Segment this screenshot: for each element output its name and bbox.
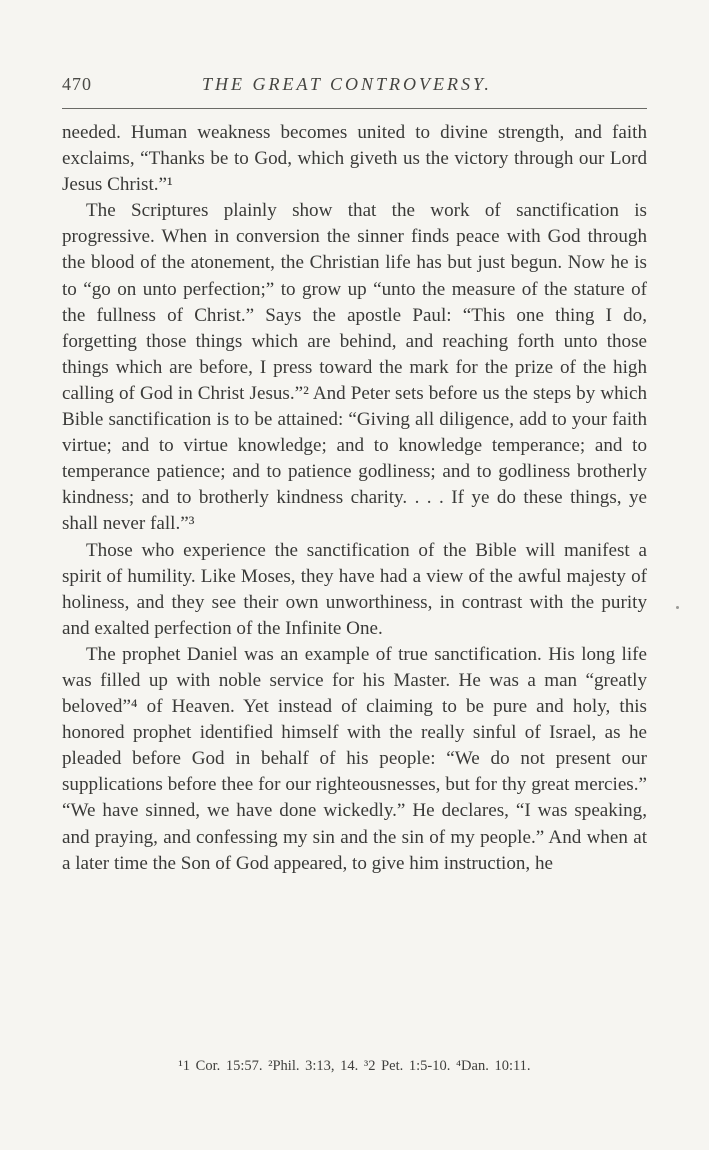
edge-mark [676, 606, 679, 609]
page-number: 470 [62, 74, 92, 94]
paragraph-daniel: The prophet Daniel was an example of true sanctification. His long life was filled up with noble service for his Master. He was a man “greatly beloved”⁴ of Heaven. Yet instead of claiming to be pure and holy, this honored prophet identified himself with the really sinful of Israel, as he pleaded before God in behalf of his people: “We do not present our supplications before thee for our righteousnesses, but for thy great mercies.” “We have sinned, we have done wickedly.” He declares, “I was speaking, and praying, and confessing my sin and the sin of my people.” And when at a later time the Son of God appeared, to give him instruction, he [62, 643, 647, 874]
paragraph-continuation: needed. Human weakness becomes united to divine strength, and faith exclaims, “Thanks be to God, which giveth us the victory through our Lord Jesus Christ.”¹ [62, 122, 647, 196]
paragraph-sanctification-progressive: The Scriptures plainly show that the work of sanctification is progressive. When in conversion the sinner finds peace with God through the blood of the atonement, the Christian life has but just begun. Now he is to “go on unto perfection;” to grow up “unto the measure of the stature of the fullness of Christ.” Says the apostle Paul: “This one thing I do, forgetting those things which are behind, and reaching forth unto those things which are before, I press toward the mark for the prize of the high calling of God in Christ Jesus.”² And Peter sets before us the steps by which Bible sanctification is to be attained: “Giving all diligence, add to your faith virtue; and to virtue knowledge; and to knowledge temperance; and to temperance patience; and to patience godliness; and to godliness brotherly kindness; and to brotherly kindness charity. . . . If ye do these things, ye shall never fall.”³ [62, 200, 647, 535]
paragraph-humility: Those who experience the sanctification of the Bible will manifest a spirit of humility. Like Moses, they have had a view of the awful majesty of holiness, and they see their own unworthiness, in contrast with the purity and exalted perfection of the Infinite One. [62, 539, 647, 639]
running-title: THE GREAT CONTROVERSY. [202, 74, 492, 94]
footnotes: ¹1 Cor. 15:57. ²Phil. 3:13, 14. ³2 Pet. 1:5-10. ⁴Dan. 10:11. [178, 1058, 531, 1074]
body-text [62, 120, 647, 877]
page-header [62, 74, 647, 104]
header-rule [62, 108, 647, 109]
